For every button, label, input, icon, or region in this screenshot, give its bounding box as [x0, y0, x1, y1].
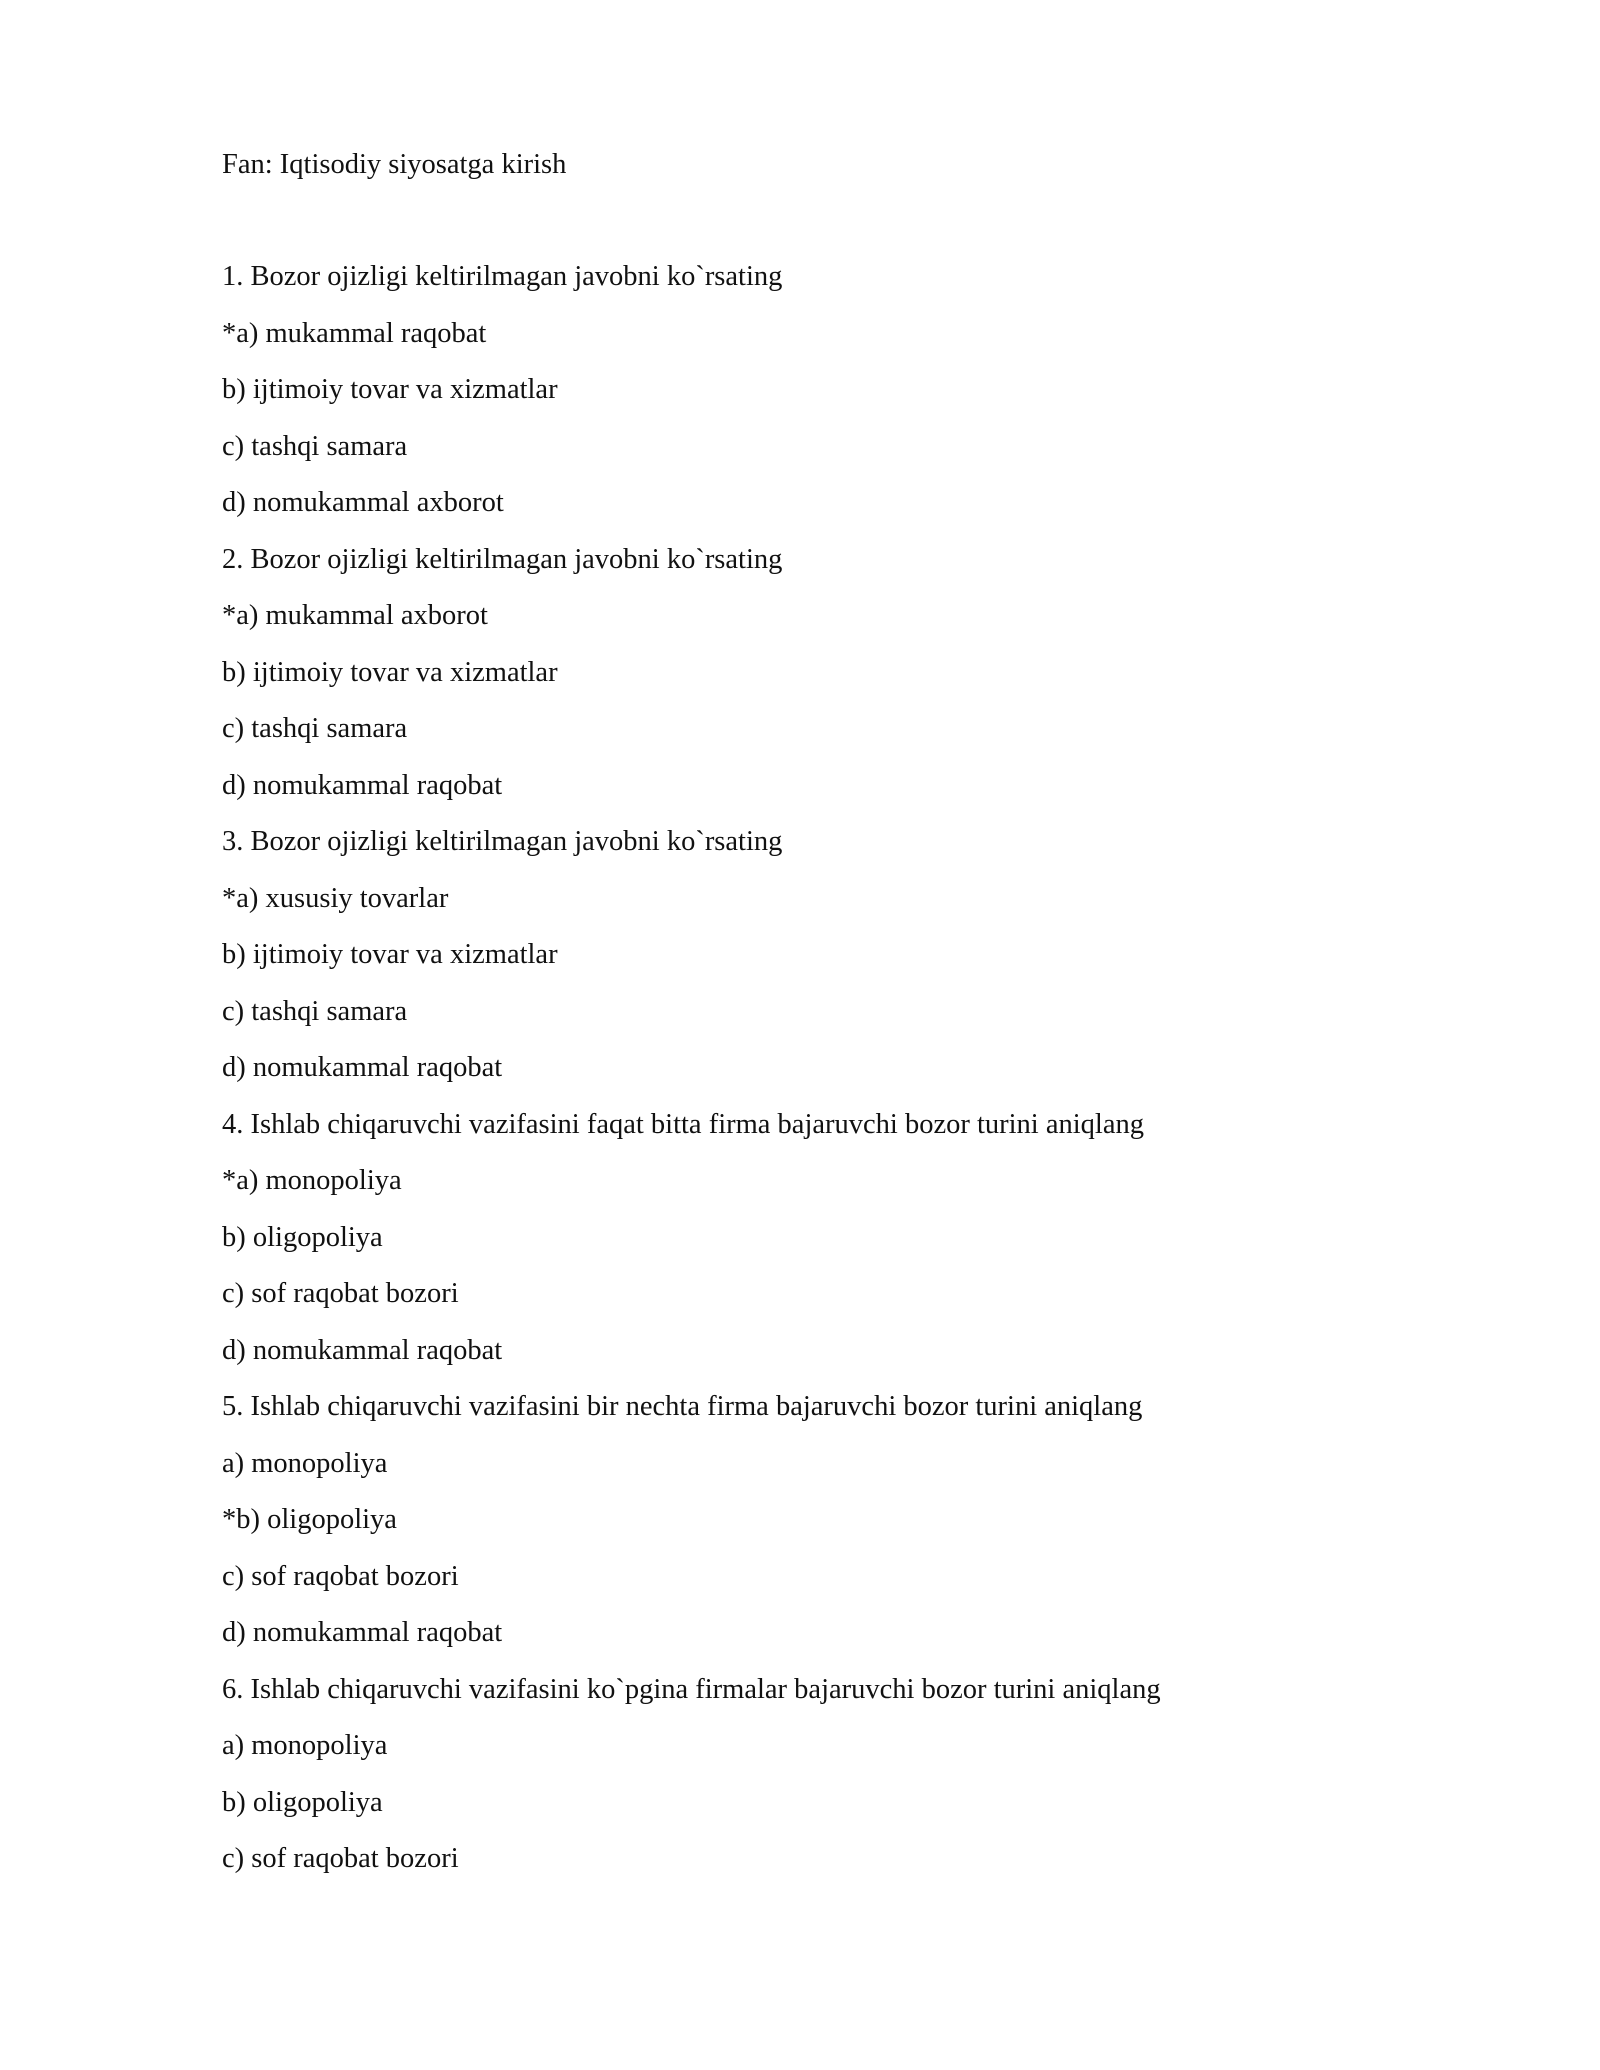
answer-option: d) nomukammal raqobat	[222, 1334, 503, 1366]
answer-option: b) ijtimoiy tovar va xizmatlar	[222, 656, 558, 688]
answer-option: d) nomukammal raqobat	[222, 1617, 503, 1648]
answer-option: d) nomukammal raqobat	[222, 1052, 503, 1083]
answer-option: *b) oligopoliya	[222, 1504, 397, 1535]
answer-option: *a) mukammal axborot	[222, 600, 488, 631]
question-4	[222, 1103, 1472, 1386]
answer-option: b) ijtimoiy tovar va xizmatlar	[222, 374, 558, 405]
answer-option: b) oligopoliya	[222, 1786, 383, 1818]
answer-option: b) ijtimoiy tovar va xizmatlar	[222, 939, 558, 970]
answer-option: d) nomukammal axborot	[222, 487, 504, 518]
answer-option: *a) mukammal raqobat	[222, 317, 487, 349]
question-3	[222, 820, 1472, 1103]
question-text: 5. Ishlab chiqaruvchi vazifasini bir nechta firma bajaruvchi bozor turini aniqlang	[222, 1391, 1143, 1422]
answer-option: c) tashqi samara	[222, 995, 408, 1027]
answer-option: a) monopoliya	[222, 1447, 388, 1479]
question-2	[222, 538, 1472, 821]
question-text: 2. Bozor ojizligi keltirilmagan javobni ko`rsating	[222, 543, 783, 575]
subject-title: Fan: Iqtisodiy siyosatga kirish	[222, 149, 567, 180]
question-text: 1. Bozor ojizligi keltirilmagan javobni ko`rsating	[222, 261, 783, 292]
question-1	[222, 255, 1472, 538]
question-text: 3. Bozor ojizligi keltirilmagan javobni ko`rsating	[222, 826, 783, 857]
document-body	[222, 143, 1472, 1894]
question-6	[222, 1668, 1472, 1894]
question-5	[222, 1385, 1472, 1668]
answer-option: c) sof raqobat bozori	[222, 1278, 459, 1309]
answer-option: c) tashqi samara	[222, 430, 408, 462]
answer-option: c) sof raqobat bozori	[222, 1843, 459, 1874]
question-text: 4. Ishlab chiqaruvchi vazifasini faqat bitta firma bajaruvchi bozor turini aniqlang	[222, 1108, 1144, 1140]
answer-option: b) oligopoliya	[222, 1221, 383, 1253]
answer-option: *a) monopoliya	[222, 1165, 402, 1196]
answer-option: a) monopoliya	[222, 1730, 388, 1761]
answer-option: c) sof raqobat bozori	[222, 1560, 459, 1592]
answer-option: d) nomukammal raqobat	[222, 769, 503, 801]
answer-option: *a) xususiy tovarlar	[222, 882, 449, 914]
answer-option: c) tashqi samara	[222, 713, 408, 744]
question-text: 6. Ishlab chiqaruvchi vazifasini ko`pgina firmalar bajaruvchi bozor turini aniqlang	[222, 1673, 1161, 1705]
